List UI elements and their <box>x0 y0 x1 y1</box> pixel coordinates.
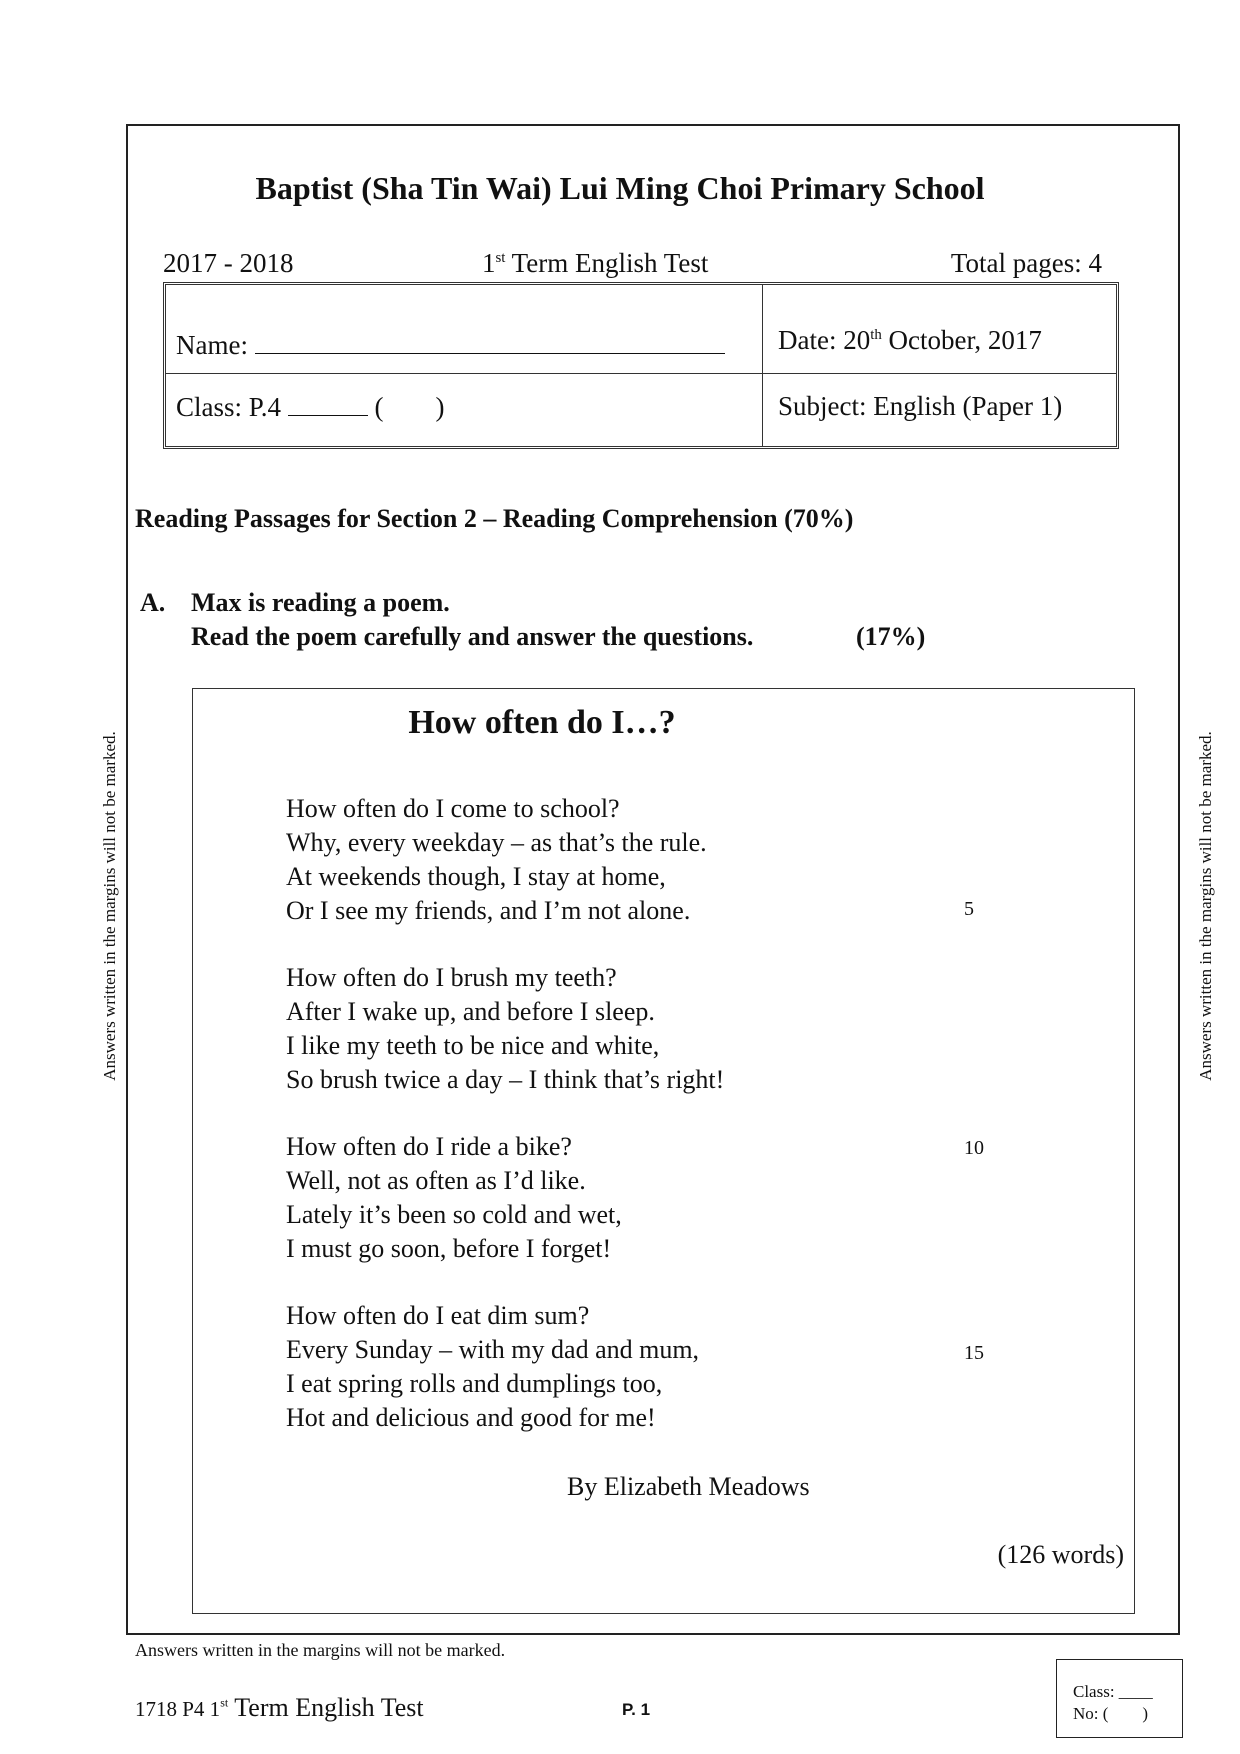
line-number: 5 <box>964 898 974 920</box>
student-info-table <box>163 282 1119 449</box>
date-field <box>778 325 1042 356</box>
term-ordinal: 1 <box>482 248 496 278</box>
line-number: 15 <box>964 1342 984 1364</box>
date-sup: th <box>870 327 882 343</box>
poem-line: I eat spring rolls and dumplings too, <box>286 1369 663 1398</box>
word-count: (126 words) <box>997 1540 1124 1569</box>
name-blank[interactable] <box>255 327 725 354</box>
poem-line: Why, every weekday – as that’s the rule. <box>286 828 707 857</box>
subject: Subject: English (Paper 1) <box>778 391 1063 421</box>
part-a-weight: (17%) <box>856 622 926 651</box>
date-suffix: October, 2017 <box>888 325 1042 355</box>
poem-line: I must go soon, before I forget! <box>286 1234 612 1263</box>
poem-line: Hot and delicious and good for me! <box>286 1403 656 1432</box>
poem-line: At weekends though, I stay at home, <box>286 862 666 891</box>
poem-line: Lately it’s been so cold and wet, <box>286 1200 622 1229</box>
divider <box>166 373 1116 374</box>
school-year: 2017 - 2018 <box>163 248 294 278</box>
poem-line: Every Sunday – with my dad and mum, <box>286 1335 700 1364</box>
page-number: P. 1 <box>622 1700 651 1719</box>
divider <box>762 285 763 446</box>
poem-line: Well, not as often as I’d like. <box>286 1166 586 1195</box>
class-field[interactable] <box>176 391 445 423</box>
test-name: Term English Test <box>511 248 709 278</box>
class-box-no: No: ( ) <box>1073 1704 1149 1723</box>
school-name: Baptist (Sha Tin Wai) Lui Ming Choi Primary School <box>255 170 985 206</box>
footer-test-code <box>135 1693 424 1723</box>
poem-line: After I wake up, and before I sleep. <box>286 997 655 1026</box>
footer-margin-note: Answers written in the margins will not be marked. <box>135 1640 506 1660</box>
date-prefix: Date: 20 <box>778 325 871 355</box>
poem-line: How often do I brush my teeth? <box>286 963 617 992</box>
total-pages: Total pages: 4 <box>950 248 1102 278</box>
poem-line: Or I see my friends, and I’m not alone. <box>286 896 691 925</box>
class-number-open: ( <box>374 392 384 422</box>
left-margin-note: Answers written in the margins will not be marked. <box>100 731 119 1081</box>
poem-line: So brush twice a day – I think that’s right! <box>286 1065 725 1094</box>
poem-author: By Elizabeth Meadows <box>567 1472 810 1501</box>
class-blank[interactable] <box>288 391 368 416</box>
section-heading: Reading Passages for Section 2 – Reading Comprehension (70%) <box>135 504 854 533</box>
right-margin-note: Answers written in the margins will not be marked. <box>1196 731 1215 1081</box>
poem-title: How often do I…? <box>408 704 676 741</box>
term-sup: st <box>495 250 506 266</box>
footer-code-sup: st <box>220 1695 229 1710</box>
class-number-box <box>1056 1659 1183 1738</box>
part-a-letter: A. <box>140 588 166 617</box>
name-field[interactable] <box>176 327 725 361</box>
poem-line: How often do I eat dim sum? <box>286 1301 590 1330</box>
test-title <box>482 248 708 279</box>
footer-code-rest: Term English Test <box>234 1693 424 1722</box>
footer-code: 1718 P4 1 <box>135 1697 221 1721</box>
part-a-line2: Read the poem carefully and answer the questions. <box>191 622 754 651</box>
line-number: 10 <box>964 1137 984 1159</box>
class-number-close: ) <box>435 392 445 422</box>
class-box-class: Class: ____ <box>1073 1682 1153 1701</box>
name-label: Name: <box>176 330 248 360</box>
poem-line: How often do I come to school? <box>286 794 620 823</box>
part-a-line1: Max is reading a poem. <box>191 588 450 617</box>
poem-line: How often do I ride a bike? <box>286 1132 572 1161</box>
class-label: Class: P.4 <box>176 392 282 422</box>
poem-line: I like my teeth to be nice and white, <box>286 1031 660 1060</box>
